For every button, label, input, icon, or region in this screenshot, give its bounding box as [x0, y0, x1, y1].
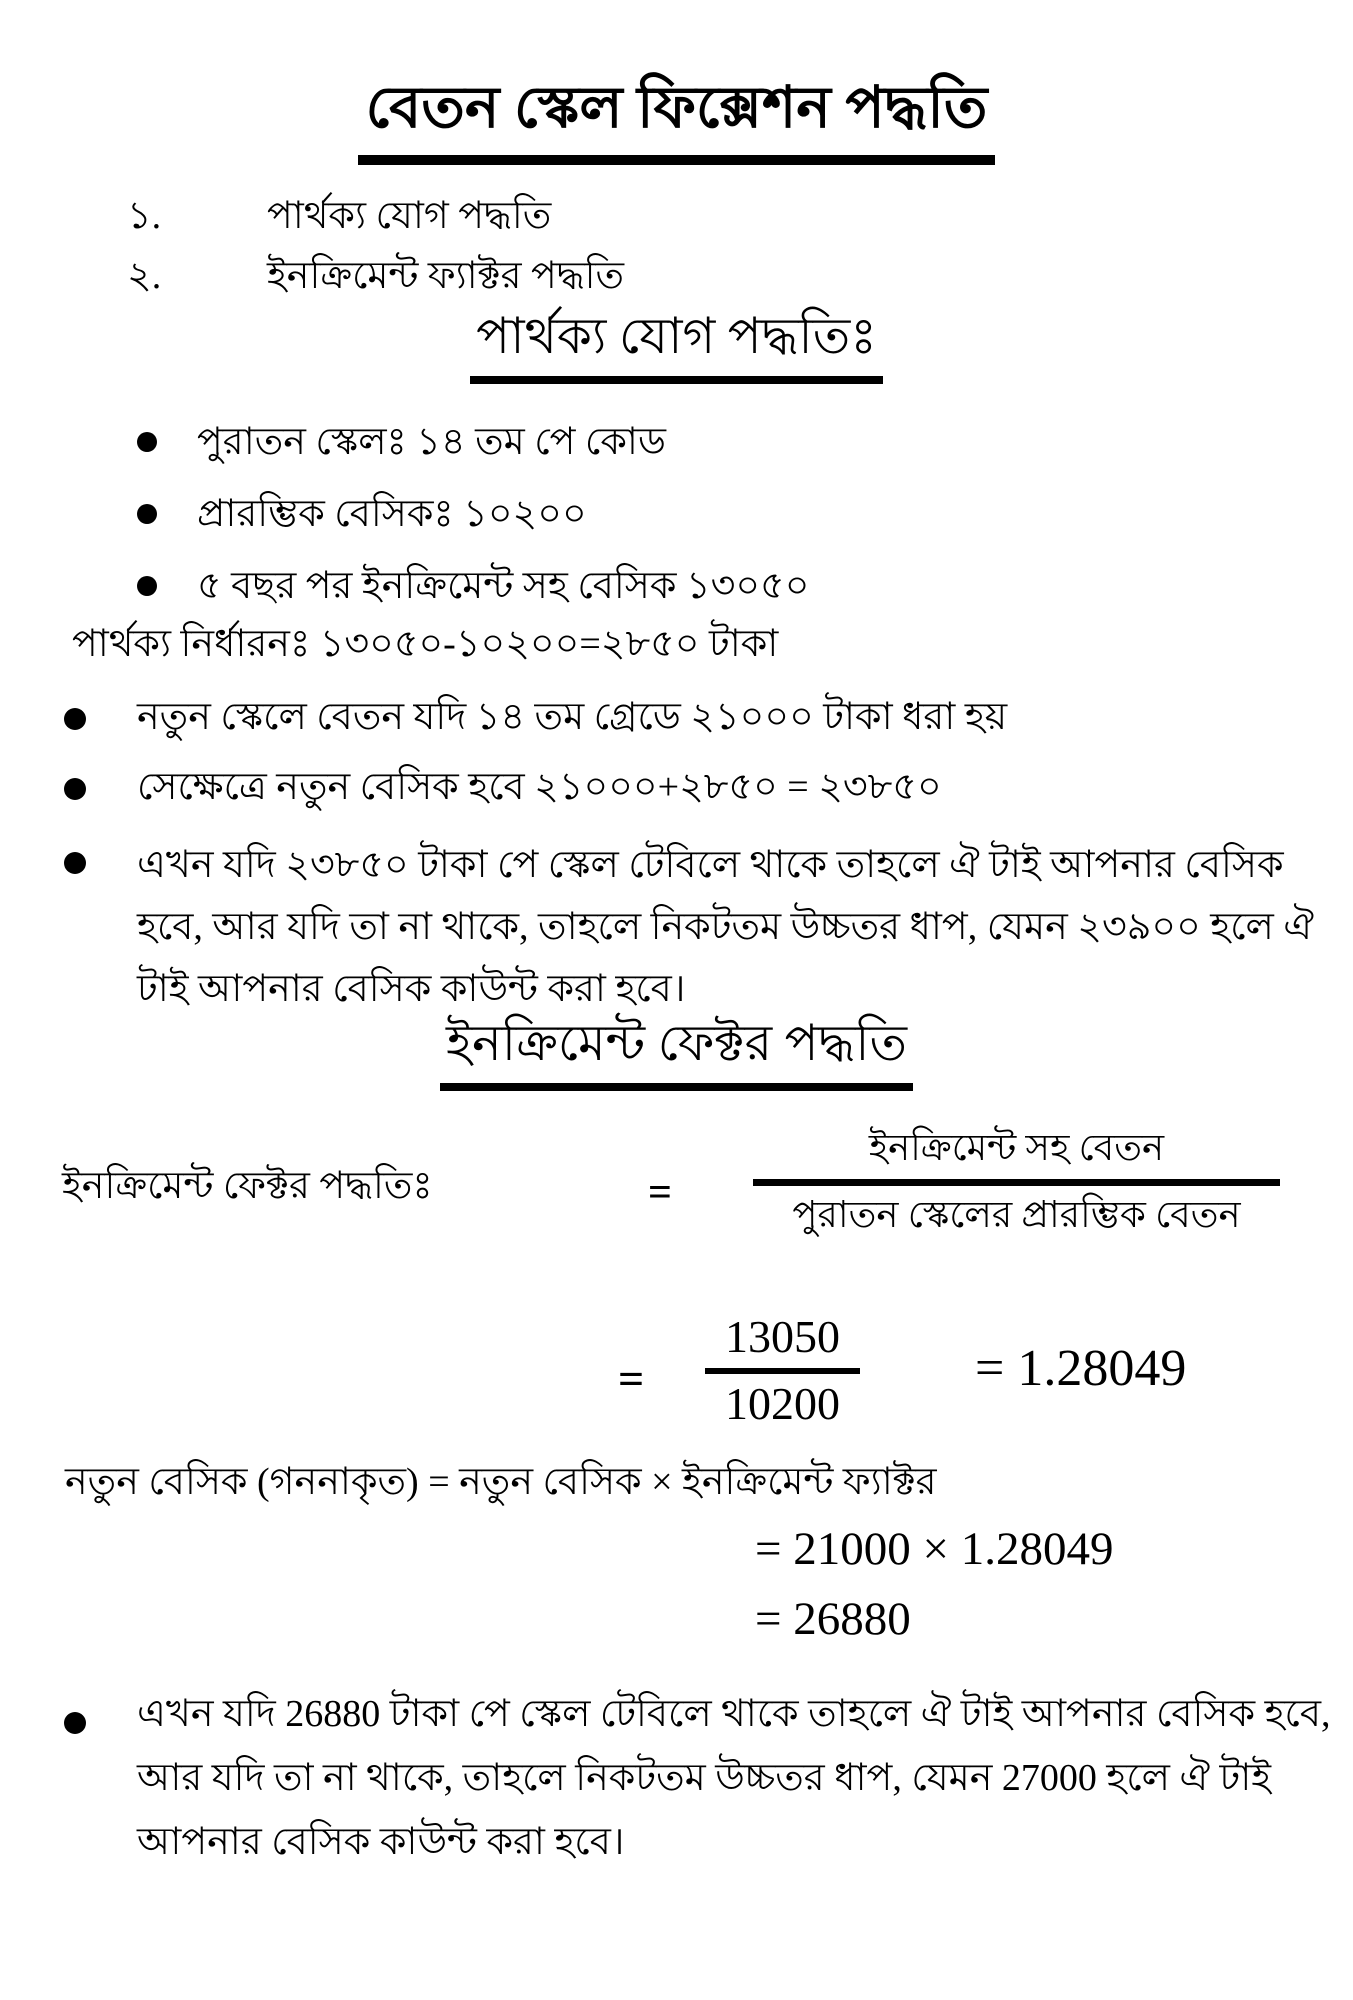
- bullet-icon: [64, 778, 86, 800]
- increment-factor-formula-label: ইনক্রিমেন্ট ফেক্টর পদ্ধতিঃ: [62, 1165, 433, 1207]
- equals-sign: =: [648, 1170, 672, 1216]
- difference-method-heading-band: [0, 305, 1353, 384]
- bullet-item-pay-scale-table-note: এখন যদি ২৩৮৫০ টাকা পে স্কেল টেবিলে থাকে তাহলে ঐ টাই আপনার বেসিক হবে, আর যদি তা না থাকে, তাহলে নিকটতম উচ্চতর ধাপ, যেমন ২৩৯০০ হলে ঐ টাই আপনার বেসিক কাউন্ট করা হবে।: [137, 844, 1314, 1010]
- bullet-icon: [64, 1712, 86, 1734]
- bullet-item-final-pay-scale-note: এখন যদি 26880 টাকা পে স্কেল টেবিলে থাকে তাহলে ঐ টাই আপনার বেসিক হবে, আর যদি তা না থাকে, তাহলে নিকটতম উচ্চতর ধাপ, যেমন 27000 হলে ঐ টাই আপনার বেসিক কাউন্ট করা হবে।: [137, 1693, 1331, 1863]
- new-basic-step-2: = 26880: [755, 1593, 911, 1645]
- bullet-icon: [137, 504, 157, 524]
- increment-factor-heading: ইনক্রিমেন্ট ফেক্টর পদ্ধতি: [440, 1012, 913, 1091]
- fraction-denominator: 10200: [725, 1377, 840, 1429]
- method-list-item-1: পার্থক্য যোগ পদ্ধতি: [267, 195, 552, 237]
- fraction-numerator: ইনক্রিমেন্ট সহ বেতন: [868, 1128, 1165, 1169]
- fraction-bar: [705, 1368, 860, 1374]
- difference-calculation-line: পার্থক্য নির্ধারনঃ ১৩০৫০-১০২০০=২৮৫০ টাকা: [72, 623, 779, 665]
- method-list-number-1: ১.: [127, 195, 162, 237]
- fraction-numerator: 13050: [725, 1311, 840, 1362]
- difference-method-heading: পার্থক্য যোগ পদ্ধতিঃ: [470, 305, 883, 384]
- new-basic-step-1: = 21000 × 1.28049: [755, 1523, 1114, 1575]
- bullet-item-new-scale-salary: নতুন স্কেলে বেতন যদি ১৪ তম গ্রেডে ২১০০০ টাকা ধরা হয়: [137, 696, 1008, 738]
- title-band: [0, 72, 1353, 165]
- page-title: বেতন স্কেল ফিক্সেশন পদ্ধতি: [358, 72, 996, 165]
- new-basic-formula-line: নতুন বেসিক (গননাকৃত) = নতুন বেসিক × ইনক্রিমেন্ট ফ্যাক্টর: [65, 1461, 937, 1503]
- method-list-item-2: ইনক্রিমেন্ট ফ্যাক্টর পদ্ধতি: [267, 255, 625, 297]
- calculation-fraction: [705, 1312, 860, 1429]
- equals-sign: =: [618, 1353, 645, 1404]
- definition-fraction: [753, 1126, 1280, 1240]
- calculation-result: = 1.28049: [975, 1340, 1187, 1397]
- bullet-icon: [64, 852, 86, 874]
- bullet-item-old-scale: পুরাতন স্কেলঃ ১৪ তম পে কোড: [197, 421, 666, 463]
- bullet-item-after-5-years: ৫ বছর পর ইনক্রিমেন্ট সহ বেসিক ১৩০৫০: [197, 565, 810, 607]
- bullet-icon: [137, 432, 157, 452]
- increment-factor-heading-band: [0, 1012, 1353, 1091]
- bullet-item-initial-basic: প্রারম্ভিক বেসিকঃ ১০২০০: [197, 493, 587, 535]
- bullet-icon: [137, 576, 157, 596]
- fraction-bar: [753, 1179, 1280, 1186]
- bullet-icon: [64, 708, 86, 730]
- bullet-item-new-basic-sum: সেক্ষেত্রে নতুন বেসিক হবে ২১০০০+২৮৫০ = ২৩৮৫০: [137, 766, 942, 808]
- method-list-number-2: ২.: [127, 255, 162, 297]
- fraction-denominator: পুরাতন স্কেলের প্রারম্ভিক বেতন: [792, 1195, 1241, 1237]
